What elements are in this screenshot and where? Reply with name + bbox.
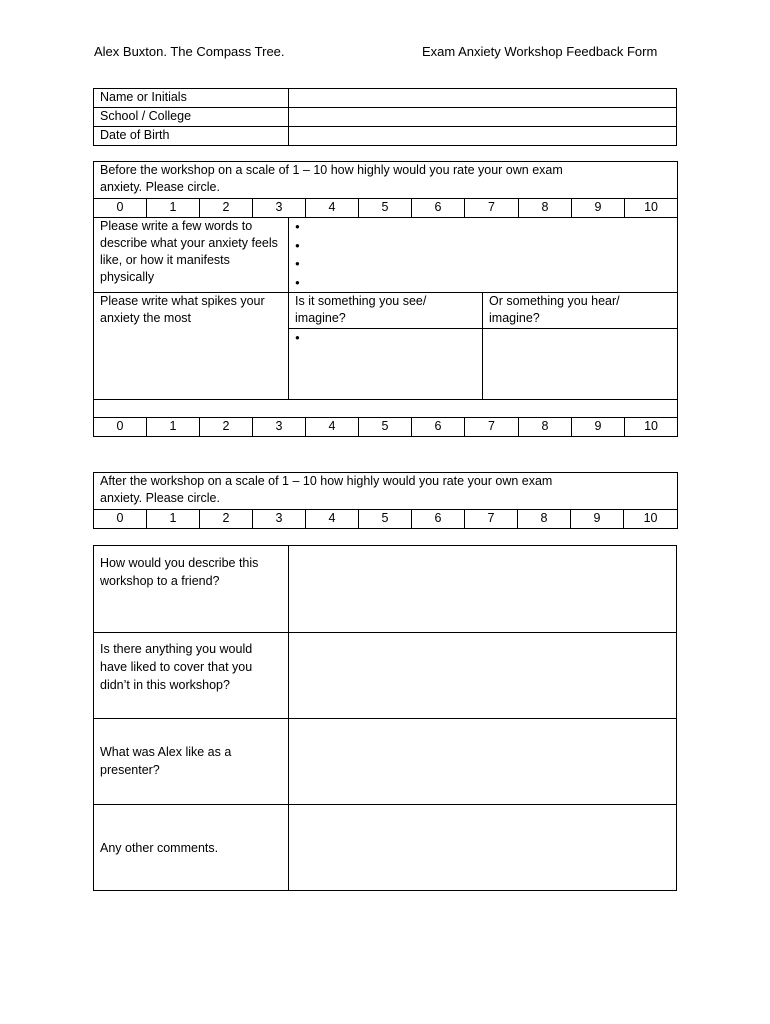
bullet-point bbox=[295, 237, 671, 256]
before-prompt bbox=[94, 162, 678, 199]
scale-7[interactable]: 7 bbox=[465, 199, 519, 218]
question-other: Any other comments. bbox=[94, 805, 289, 891]
see-bullet-list bbox=[295, 329, 476, 348]
scale-1[interactable]: 1 bbox=[147, 199, 200, 218]
scale-6[interactable]: 6 bbox=[412, 510, 465, 529]
info-row-school bbox=[94, 108, 677, 127]
scale-0[interactable]: 0 bbox=[94, 199, 147, 218]
scale-8[interactable]: 8 bbox=[518, 510, 571, 529]
after-prompt-line1: After the workshop on a scale of 1 – 10 how highly would you rate your own exam bbox=[100, 474, 553, 488]
after-workshop-table bbox=[93, 472, 678, 529]
feels-label: Please write a few words to describe what your anxiety feels like, or how it manifests physically bbox=[94, 218, 289, 293]
name-field[interactable] bbox=[289, 89, 677, 108]
scale-3[interactable]: 3 bbox=[253, 199, 306, 218]
feedback-questions-table bbox=[93, 545, 677, 891]
scale-1[interactable]: 1 bbox=[147, 510, 200, 529]
scale-7[interactable]: 7 bbox=[465, 510, 518, 529]
see-label: Is it something you see/ imagine? bbox=[289, 293, 483, 329]
spikes-label: Please write what spikes your anxiety the most bbox=[94, 293, 289, 400]
before-scale-row-2 bbox=[94, 418, 678, 437]
bullet-point bbox=[295, 255, 671, 274]
school-field[interactable] bbox=[289, 108, 677, 127]
question-row bbox=[94, 719, 677, 805]
info-row-name bbox=[94, 89, 677, 108]
name-label: Name or Initials bbox=[94, 89, 289, 108]
info-row-dob bbox=[94, 127, 677, 146]
answer-cover[interactable] bbox=[289, 633, 677, 719]
after-prompt-line2: anxiety. Please circle. bbox=[100, 491, 220, 505]
before-scale-row-1 bbox=[94, 199, 678, 218]
see-answer-area[interactable] bbox=[289, 329, 483, 400]
scale-2[interactable]: 2 bbox=[200, 510, 253, 529]
scale-3[interactable]: 3 bbox=[253, 510, 306, 529]
scale-4[interactable]: 4 bbox=[306, 510, 359, 529]
scale-9[interactable]: 9 bbox=[571, 510, 624, 529]
after-scale-row bbox=[94, 510, 678, 529]
question-describe: How would you describe this workshop to a friend? bbox=[94, 546, 289, 633]
scale-8[interactable]: 8 bbox=[519, 418, 572, 437]
question-presenter: What was Alex like as a presenter? bbox=[94, 719, 289, 805]
scale-4[interactable]: 4 bbox=[306, 418, 359, 437]
scale-7[interactable]: 7 bbox=[465, 418, 519, 437]
header-left-text: Alex Buxton. The Compass Tree. bbox=[94, 44, 285, 59]
scale-0[interactable]: 0 bbox=[94, 418, 147, 437]
answer-describe[interactable] bbox=[289, 546, 677, 633]
dob-label: Date of Birth bbox=[94, 127, 289, 146]
bullet-point bbox=[295, 218, 671, 237]
hear-answer-area[interactable] bbox=[483, 329, 678, 400]
feels-answer-area[interactable] bbox=[289, 218, 678, 293]
question-row bbox=[94, 633, 677, 719]
bullet-point bbox=[295, 329, 476, 348]
scale-6[interactable]: 6 bbox=[412, 418, 465, 437]
question-row bbox=[94, 805, 677, 891]
before-workshop-table bbox=[93, 161, 678, 437]
before-prompt-line2: anxiety. Please circle. bbox=[100, 180, 220, 194]
answer-presenter[interactable] bbox=[289, 719, 677, 805]
hear-label: Or something you hear/ imagine? bbox=[483, 293, 678, 329]
scale-9[interactable]: 9 bbox=[572, 199, 625, 218]
before-prompt-line1: Before the workshop on a scale of 1 – 10 how highly would you rate your own exam bbox=[100, 163, 563, 177]
dob-field[interactable] bbox=[289, 127, 677, 146]
scale-4[interactable]: 4 bbox=[306, 199, 359, 218]
question-row bbox=[94, 546, 677, 633]
bullet-point bbox=[295, 274, 671, 293]
scale-3[interactable]: 3 bbox=[253, 418, 306, 437]
scale-10[interactable]: 10 bbox=[624, 510, 678, 529]
scale-5[interactable]: 5 bbox=[359, 418, 412, 437]
scale-10[interactable]: 10 bbox=[625, 418, 678, 437]
personal-info-table bbox=[93, 88, 677, 146]
scale-6[interactable]: 6 bbox=[412, 199, 465, 218]
scale-2[interactable]: 2 bbox=[200, 418, 253, 437]
school-label: School / College bbox=[94, 108, 289, 127]
scale-2[interactable]: 2 bbox=[200, 199, 253, 218]
form-title: Exam Anxiety Workshop Feedback Form bbox=[422, 44, 658, 59]
after-prompt bbox=[94, 473, 678, 510]
feels-bullet-list bbox=[295, 218, 671, 292]
scale-5[interactable]: 5 bbox=[359, 199, 412, 218]
answer-other[interactable] bbox=[289, 805, 677, 891]
question-cover: Is there anything you would have liked to cover that you didn’t in this workshop? bbox=[94, 633, 289, 719]
scale-5[interactable]: 5 bbox=[359, 510, 412, 529]
scale-0[interactable]: 0 bbox=[94, 510, 147, 529]
scale-10[interactable]: 10 bbox=[625, 199, 678, 218]
scale-9[interactable]: 9 bbox=[572, 418, 625, 437]
scale-1[interactable]: 1 bbox=[147, 418, 200, 437]
spacer-row bbox=[94, 400, 678, 418]
scale-8[interactable]: 8 bbox=[519, 199, 572, 218]
